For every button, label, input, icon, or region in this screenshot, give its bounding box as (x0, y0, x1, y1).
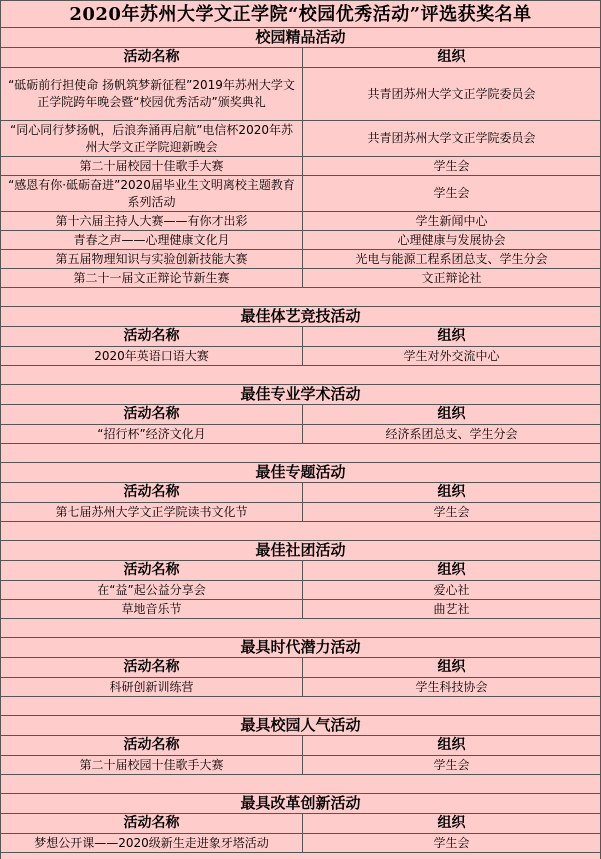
section-heading: 最佳专题活动 (255, 463, 346, 481)
column-header-row (1, 658, 600, 678)
activity-cell: 第二十届校园十佳歌手大赛 (1, 756, 303, 774)
title-row (1, 0, 600, 28)
spacer-row (1, 288, 600, 307)
section-heading: 最具时代潜力活动 (240, 638, 361, 656)
table-row (1, 250, 600, 269)
activity-column-header: 活动名称 (1, 48, 303, 67)
org-cell: 光电与能源工程系团总支、学生分会 (355, 251, 548, 266)
section-heading: 最佳社团活动 (255, 541, 346, 559)
org-column-header: 组织 (437, 737, 466, 753)
activity-cell: “感恩有你·砥砺奋进”2020届毕业生文明离校主题教育系列活动 (1, 176, 303, 211)
activity-column-header: 活动名称 (1, 327, 303, 346)
org-cell: 学生会 (433, 158, 470, 173)
section-heading-row (1, 463, 600, 483)
section-heading-row (1, 716, 600, 736)
org-cell: 共青团苏州大学文正学院委员会 (367, 86, 536, 101)
column-header-row (1, 327, 600, 347)
org-cell: 共青团苏州大学文正学院委员会 (367, 131, 536, 145)
table-row (1, 157, 600, 176)
table-row (1, 503, 600, 522)
table-row (1, 600, 600, 619)
table-row (1, 756, 600, 775)
table-row (1, 231, 600, 250)
activity-column-header: 活动名称 (1, 736, 303, 755)
org-column-header: 组织 (437, 484, 466, 500)
table-row (1, 121, 600, 157)
section-heading: 最佳专业学术活动 (240, 385, 361, 403)
page-title: 2020年苏州大学文正学院“校园优秀活动”评选获奖名单 (69, 3, 532, 25)
section-heading-row (1, 28, 600, 48)
section-heading-row (1, 385, 600, 405)
org-column-header: 组织 (437, 328, 466, 344)
activity-cell: 第二十届校园十佳歌手大赛 (1, 157, 303, 175)
activity-cell: “砥砺前行担使命 扬帆筑梦新征程”2019年苏州大学文正学院跨年晚会暨“校园优秀活动”颁奖典礼 (1, 68, 303, 120)
activity-cell: 第十六届主持人大赛——有你才出彩 (1, 212, 303, 230)
org-column-header: 组织 (437, 406, 466, 422)
spacer-row (1, 619, 600, 638)
table-row (1, 269, 600, 288)
column-header-row (1, 561, 600, 581)
org-cell: 学生新闻中心 (415, 213, 488, 228)
org-cell: 学生对外交流中心 (403, 348, 500, 363)
table-row (1, 68, 600, 121)
activity-column-header: 活动名称 (1, 405, 303, 424)
activity-cell: “招行杯”经济文化月 (1, 425, 303, 443)
org-column-header: 组织 (437, 815, 466, 831)
org-cell: 学生会 (433, 757, 470, 772)
column-header-row (1, 483, 600, 503)
spacer-row (1, 775, 600, 794)
org-column-header: 组织 (437, 49, 466, 65)
column-header-row (1, 736, 600, 756)
org-cell: 爱心社 (433, 582, 470, 597)
table-row (1, 176, 600, 212)
spacer-row (1, 444, 600, 463)
org-column-header: 组织 (437, 562, 466, 578)
activity-column-header: 活动名称 (1, 483, 303, 502)
org-cell: 学生会 (433, 186, 470, 200)
table-row (1, 425, 600, 444)
org-cell: 学生会 (433, 504, 470, 519)
org-cell: 曲艺社 (433, 601, 470, 616)
section-heading: 最具校园人气活动 (240, 716, 361, 734)
section-heading: 校园精品活动 (255, 28, 346, 46)
section-heading-row (1, 307, 600, 327)
activity-cell: 第七届苏州大学文正学院读书文化节 (1, 503, 303, 521)
org-cell: 经济系团总支、学生分会 (385, 426, 518, 441)
table-row (1, 834, 600, 853)
column-header-row (1, 48, 600, 68)
activity-cell: 梦想公开课——2020级新生走进象牙塔活动 (1, 834, 303, 852)
activity-cell: 第二十一届文正辩论节新生赛 (1, 269, 303, 287)
org-cell: 学生科技协会 (415, 679, 488, 694)
org-cell: 心理健康与发展协会 (397, 232, 506, 247)
activity-column-header: 活动名称 (1, 561, 303, 580)
spacer-row (1, 366, 600, 385)
activity-cell: 科研创新训练营 (1, 678, 303, 696)
org-cell: 学生会 (433, 835, 470, 850)
section-heading: 最具改革创新活动 (240, 794, 361, 812)
org-cell: 文正辩论社 (421, 270, 482, 285)
column-header-row (1, 814, 600, 834)
activity-column-header: 活动名称 (1, 658, 303, 677)
activity-cell: 2020年英语口语大赛 (1, 347, 303, 365)
spacer-row (1, 522, 600, 541)
section-heading-row (1, 794, 600, 814)
column-header-row (1, 405, 600, 425)
activity-cell: 草地音乐节 (1, 600, 303, 618)
section-heading-row (1, 541, 600, 561)
table-row (1, 678, 600, 697)
activity-cell: “同心同行梦扬帆，后浪奔涌再启航”电信杯2020年苏州大学文正学院迎新晚会 (1, 121, 303, 156)
table-row (1, 212, 600, 231)
activity-cell: 青春之声——心理健康文化月 (1, 231, 303, 249)
activity-cell: 在“益”起公益分享会 (1, 581, 303, 599)
section-heading-row (1, 638, 600, 658)
org-column-header: 组织 (437, 659, 466, 675)
table-row (1, 581, 600, 600)
spacer-row (1, 697, 600, 716)
activity-column-header: 活动名称 (1, 814, 303, 833)
activity-cell: 第五届物理知识与实验创新技能大赛 (1, 250, 303, 268)
section-heading: 最佳体艺竞技活动 (240, 307, 361, 325)
table-row (1, 347, 600, 366)
